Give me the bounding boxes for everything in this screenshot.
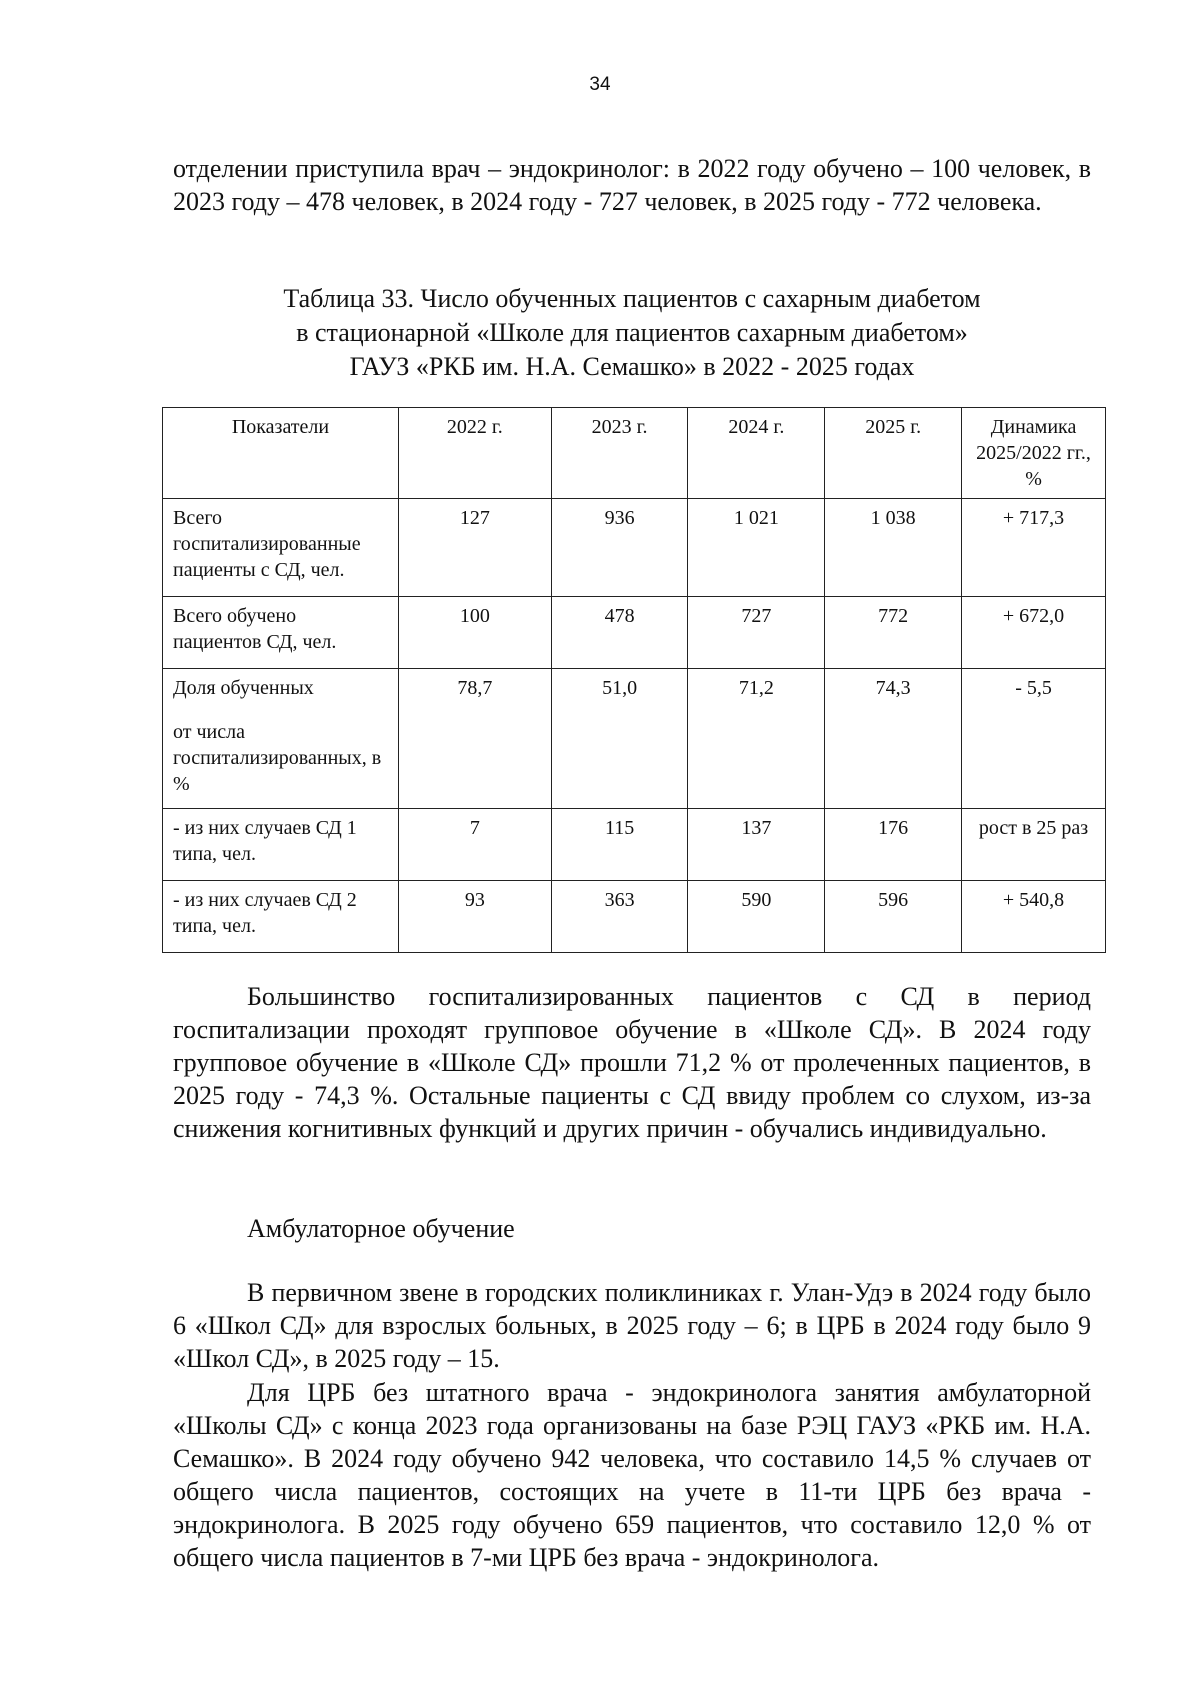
row-label: Всего обучено пациентов СД, чел.	[163, 597, 399, 669]
cell-dynamics: + 717,3	[962, 499, 1106, 597]
cell-2024: 137	[688, 809, 825, 881]
caption-line-1: Таблица 33. Число обученных пациентов с сахарным диабетом	[283, 284, 981, 313]
cell-2024: 1 021	[688, 499, 825, 597]
body-paragraph-2: В первичном звене в городских поликлиниках г. Улан-Удэ в 2024 году было 6 «Школ СД» для взрослых больных, в 2025 году – 6; в ЦРБ в 2024 году было 9 «Школ СД», в 2025 году – 15.	[173, 1278, 1091, 1373]
intro-paragraph: отделении приступила врач – эндокринолог: в 2022 году обучено – 100 человек, в 2023 году – 478 человек, в 2024 году - 727 человек, в 2025 году - 772 человека.	[173, 154, 1091, 216]
header-dynamics: Динамика 2025/2022 гг., %	[962, 408, 1106, 499]
cell-2025: 176	[825, 809, 962, 881]
cell-2023: 936	[551, 499, 688, 597]
header-2025: 2025 г.	[825, 408, 962, 499]
data-table	[162, 407, 1106, 953]
table-row	[163, 499, 1106, 597]
cell-2022: 93	[398, 881, 551, 953]
cell-dynamics: + 672,0	[962, 597, 1106, 669]
cell-2025: 1 038	[825, 499, 962, 597]
header-2022: 2022 г.	[398, 408, 551, 499]
table-caption	[173, 282, 1091, 384]
header-2024: 2024 г.	[688, 408, 825, 499]
table-header-row	[163, 408, 1106, 499]
cell-2024: 727	[688, 597, 825, 669]
cell-2025: 772	[825, 597, 962, 669]
cell-2022: 127	[398, 499, 551, 597]
cell-2023: 478	[551, 597, 688, 669]
cell-2025: 596	[825, 881, 962, 953]
row-label: - из них случаев СД 2 типа, чел.	[163, 881, 399, 953]
caption-line-3: ГАУЗ «РКБ им. Н.А. Семашко» в 2022 - 2025 годах	[349, 352, 915, 381]
cell-2024: 71,2	[688, 669, 825, 809]
cell-dynamics: рост в 25 раз	[962, 809, 1106, 881]
cell-2023: 363	[551, 881, 688, 953]
header-indicators: Показатели	[163, 408, 399, 499]
cell-2023: 51,0	[551, 669, 688, 809]
cell-2022: 7	[398, 809, 551, 881]
caption-line-2: в стационарной «Школе для пациентов сахарным диабетом»	[296, 318, 968, 347]
row-label: - из них случаев СД 1 типа, чел.	[163, 809, 399, 881]
cell-dynamics: + 540,8	[962, 881, 1106, 953]
row-label-part-2: от числа госпитализированных, в %	[173, 721, 382, 795]
table-row	[163, 597, 1106, 669]
table-row	[163, 881, 1106, 953]
cell-2022: 78,7	[398, 669, 551, 809]
row-label: Всего госпитализированные пациенты с СД, чел.	[163, 499, 399, 597]
table-row	[163, 669, 1106, 809]
page-number: 34	[589, 74, 611, 95]
header-2023: 2023 г.	[551, 408, 688, 499]
section-heading: Амбулаторное обучение	[247, 1214, 515, 1243]
cell-2025: 74,3	[825, 669, 962, 809]
cell-2022: 100	[398, 597, 551, 669]
cell-dynamics: - 5,5	[962, 669, 1106, 809]
body-paragraph-1: Большинство госпитализированных пациентов с СД в период госпитализации проходят групповое обучение в «Школе СД». В 2024 году групповое обучение в «Школе СД» прошли 71,2 % от пролеченных пациентов, в 2025 году - 74,3 %. Остальные пациенты с СД ввиду проблем со слухом, из-за снижения когнитивных функций и других причин - обучались индивидуально.	[173, 982, 1091, 1143]
body-paragraph-3: Для ЦРБ без штатного врача - эндокринолога занятия амбулаторной «Школы СД» с конца 2023 года организованы на базе РЭЦ ГАУЗ «РКБ им. Н.А. Семашко». В 2024 году обучено 942 человека, что составило 14,5 % случаев от общего числа пациентов, состоящих на учете в 11-ти ЦРБ без врача - эндокринолога. В 2025 году обучено 659 пациентов, что составило 12,0 % от общего числа пациентов в 7-ми ЦРБ без врача - эндокринолога.	[173, 1378, 1091, 1572]
row-label-part-1: Доля обученных	[173, 677, 314, 699]
row-label	[163, 669, 399, 809]
cell-2024: 590	[688, 881, 825, 953]
table-row	[163, 809, 1106, 881]
cell-2023: 115	[551, 809, 688, 881]
